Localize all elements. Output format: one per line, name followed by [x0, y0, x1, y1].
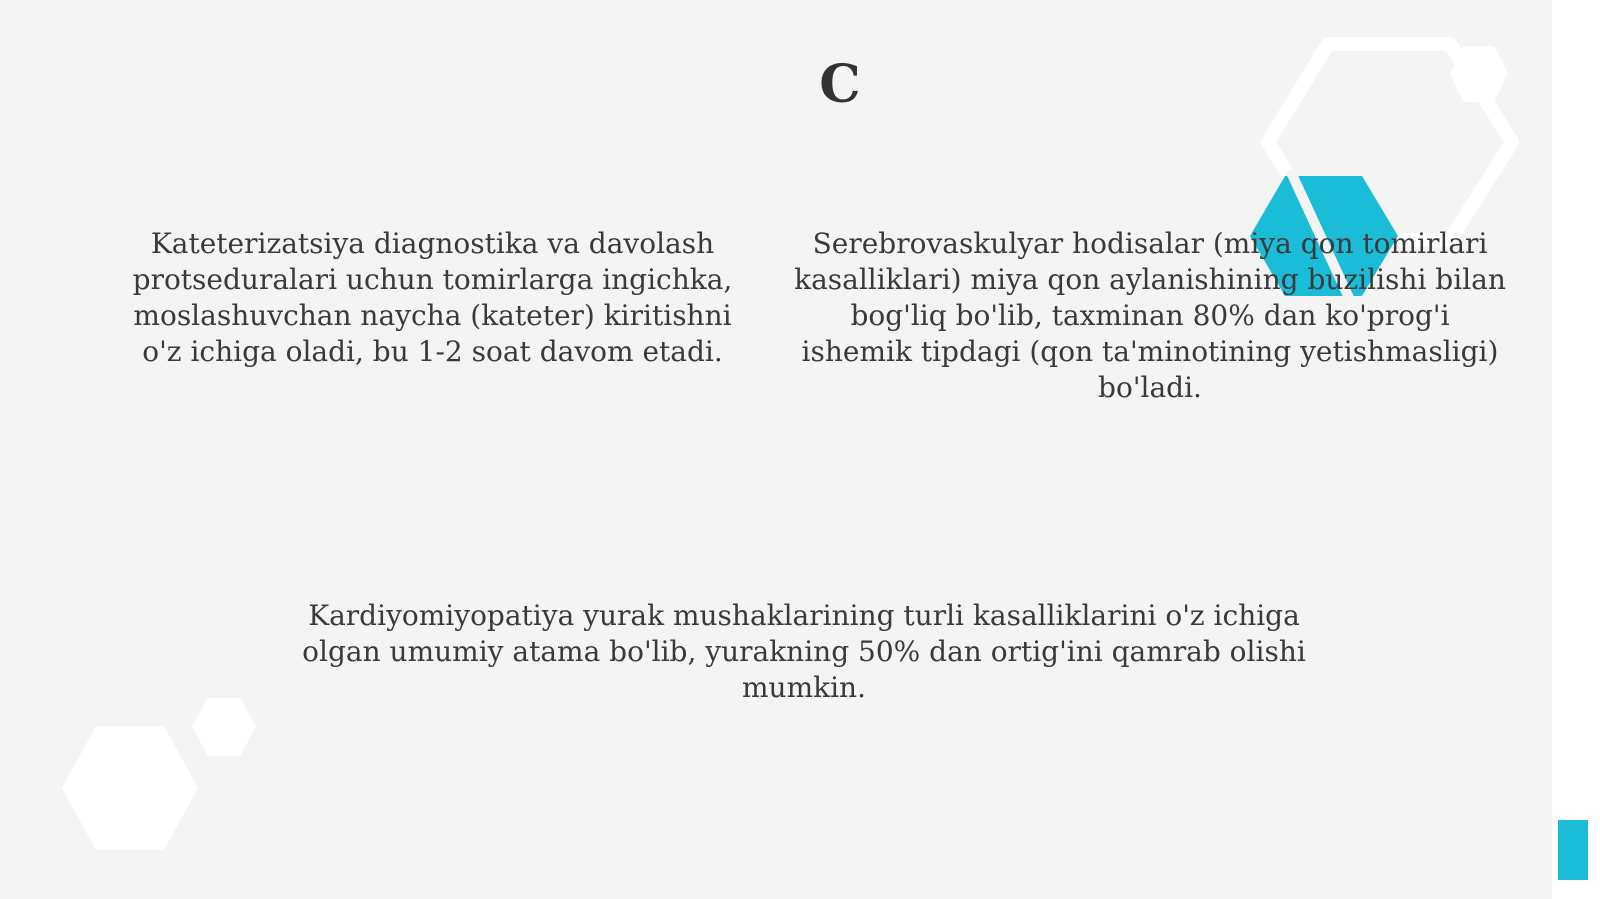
paragraph-cardiomyopathy: Kardiyomiyopatiya yurak mushaklarining turli kasalliklarini o'z ichiga olgan umumiy atama bo'lib, yurakning 50% dan ortig'ini qamrab olishi mumkin. — [302, 599, 1306, 704]
paragraph-cerebrovascular: Serebrovaskulyar hodisalar (miya qon tomirlari kasalliklari) miya qon aylanishining buzilishi bilan bog'liq bo'lib, taxminan 80% dan ko'prog'i ishemik tipdagi (qon ta'minotining yetishmasligi) bo'ladi. — [794, 227, 1506, 404]
scroll-accent-bar[interactable] — [1558, 820, 1588, 880]
slide-edge-strip — [1552, 0, 1600, 899]
slide-title: C — [819, 54, 861, 115]
hexagon-white-small-bottom — [192, 698, 256, 756]
paragraph-catheterization: Kateterizatsiya diagnostika va davolash protseduralari uchun tomirlarga ingichka, moslashuvchan naycha (kateter) kiritishni o'z ichiga oladi, bu 1-2 soat davom etadi. — [132, 227, 733, 368]
hexagon-white-large-bottom — [62, 726, 198, 850]
